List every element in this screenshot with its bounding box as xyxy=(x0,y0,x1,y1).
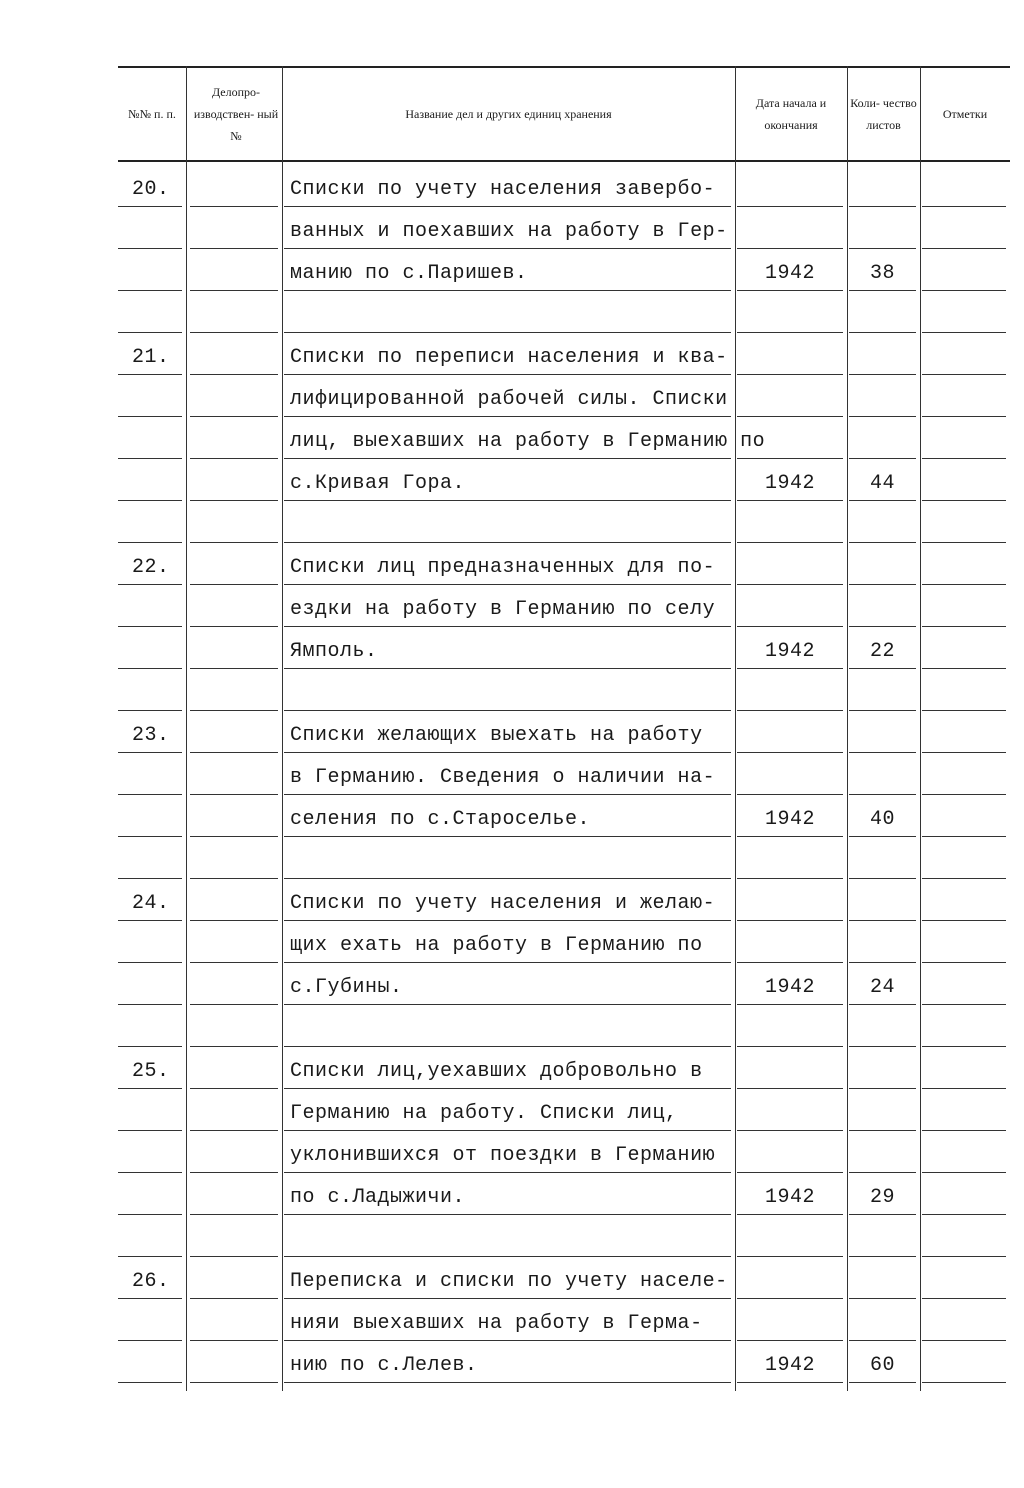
ruled-cell xyxy=(849,712,916,753)
entry-number: 21. xyxy=(132,346,170,369)
ruled-cell xyxy=(190,1216,278,1257)
ruled-cell xyxy=(190,1048,278,1089)
ruled-cell xyxy=(284,292,731,333)
ruled-cell xyxy=(118,376,182,417)
ruled-cell xyxy=(118,250,182,291)
ruled-cell xyxy=(284,1006,731,1047)
ruled-cell xyxy=(922,460,1006,501)
ruled-cell xyxy=(737,544,843,585)
ruled-cell xyxy=(849,292,916,333)
entry-title-line: лиц, выехавших на работу в Германию по xyxy=(290,430,766,453)
entry-date: 1942 xyxy=(764,1354,815,1377)
table-row xyxy=(118,1258,1010,1299)
ruled-cell xyxy=(849,1132,916,1173)
ruled-cell xyxy=(849,1048,916,1089)
ruled-cell xyxy=(922,208,1006,249)
entry-title-line: Списки по учету населения и желаю- xyxy=(290,892,716,915)
ruled-cell xyxy=(190,964,278,1005)
header-office-number: Делопро- изводствен- ный № xyxy=(193,85,279,143)
entry-title-line: с.Губины. xyxy=(290,976,403,999)
table-row xyxy=(118,1342,1010,1383)
ruled-cell xyxy=(190,250,278,291)
table-row xyxy=(118,1048,1010,1089)
entry-date: 1942 xyxy=(764,976,815,999)
ruled-cell xyxy=(849,544,916,585)
ruled-cell xyxy=(922,1132,1006,1173)
entry-sheet-count: 29 xyxy=(869,1186,895,1209)
entry-title-line: ездки на работу в Германию по селу xyxy=(290,598,716,621)
blank-row xyxy=(118,1216,1010,1257)
entry-title-line: манию по с.Паришев. xyxy=(290,262,528,285)
entry-title-line: Списки лиц,уехавших добровольно в xyxy=(290,1060,703,1083)
ruled-cell xyxy=(118,1216,182,1257)
ruled-cell xyxy=(737,166,843,207)
ruled-cell xyxy=(849,922,916,963)
entry-number: 25. xyxy=(132,1060,170,1083)
entry-title-line: селения по с.Староселье. xyxy=(290,808,591,831)
ruled-cell xyxy=(118,922,182,963)
ruled-cell xyxy=(284,670,731,711)
ruled-cell xyxy=(118,1174,182,1215)
ruled-cell xyxy=(849,754,916,795)
header-dates: Дата начала и окончания xyxy=(755,96,827,132)
ruled-cell xyxy=(737,838,843,879)
entry-sheet-count: 24 xyxy=(869,976,895,999)
ruled-cell xyxy=(849,334,916,375)
ruled-cell xyxy=(737,1216,843,1257)
table-row xyxy=(118,334,1010,375)
ruled-cell xyxy=(737,586,843,627)
ruled-cell xyxy=(849,880,916,921)
entry-number: 23. xyxy=(132,724,170,747)
ruled-cell xyxy=(118,796,182,837)
table-row xyxy=(118,586,1010,627)
blank-row xyxy=(118,670,1010,711)
ruled-cell xyxy=(922,250,1006,291)
ruled-cell xyxy=(737,880,843,921)
ruled-cell xyxy=(922,922,1006,963)
entry-date: 1942 xyxy=(764,808,815,831)
ruled-cell xyxy=(118,964,182,1005)
table-row xyxy=(118,922,1010,963)
ruled-cell xyxy=(118,502,182,543)
ruled-cell xyxy=(190,1300,278,1341)
ruled-cell xyxy=(922,670,1006,711)
entry-title-line: Списки по учету населения завербо- xyxy=(290,178,716,201)
ruled-cell xyxy=(118,1342,182,1383)
ruled-cell xyxy=(922,1300,1006,1341)
entry-title-line: в Германию. Сведения о наличии на- xyxy=(290,766,716,789)
ruled-cell xyxy=(922,586,1006,627)
ruled-cell xyxy=(737,1048,843,1089)
ruled-cell xyxy=(849,1216,916,1257)
entry-title-line: лифицированной рабочей силы. Списки xyxy=(290,388,728,411)
ruled-cell xyxy=(737,1006,843,1047)
entry-title-line: Переписка и списки по учету населе- xyxy=(290,1270,728,1293)
ruled-cell xyxy=(737,502,843,543)
entry-sheet-count: 38 xyxy=(869,262,895,285)
table-row xyxy=(118,712,1010,753)
ruled-cell xyxy=(922,712,1006,753)
ruled-cell xyxy=(849,502,916,543)
ruled-cell xyxy=(922,838,1006,879)
ruled-cell xyxy=(190,544,278,585)
ruled-cell xyxy=(922,1090,1006,1131)
table-row xyxy=(118,166,1010,207)
ruled-cell xyxy=(190,712,278,753)
header-number: №№ п. п. xyxy=(128,107,176,121)
entry-date: 1942 xyxy=(764,640,815,663)
entry-title-line: ванных и поехавших на работу в Гер- xyxy=(290,220,728,243)
ruled-cell xyxy=(737,670,843,711)
ruled-cell xyxy=(190,1342,278,1383)
ruled-cell xyxy=(737,1300,843,1341)
table-row xyxy=(118,1174,1010,1215)
ruled-cell xyxy=(118,670,182,711)
ruled-cell xyxy=(190,376,278,417)
ruled-cell xyxy=(922,376,1006,417)
ruled-cell xyxy=(190,922,278,963)
ruled-cell xyxy=(849,376,916,417)
entry-title-line: по с.Ладыжичи. xyxy=(290,1186,466,1209)
ruled-cell xyxy=(190,208,278,249)
entry-title-line: щих ехать на работу в Германию по xyxy=(290,934,703,957)
table-row xyxy=(118,754,1010,795)
ruled-cell xyxy=(118,208,182,249)
header-notes: Отметки xyxy=(942,107,988,121)
ruled-cell xyxy=(190,586,278,627)
entry-title-line: Списки желающих выехать на работу xyxy=(290,724,703,747)
ruled-cell xyxy=(922,502,1006,543)
entry-sheet-count: 22 xyxy=(869,640,895,663)
ruled-cell xyxy=(737,922,843,963)
ruled-cell xyxy=(190,1258,278,1299)
ruled-cell xyxy=(737,754,843,795)
ruled-cell xyxy=(922,166,1006,207)
ruled-cell xyxy=(737,334,843,375)
entry-title-line: Германию на работу. Списки лиц, xyxy=(290,1102,678,1125)
ruled-cell xyxy=(118,586,182,627)
entry-date: 1942 xyxy=(764,262,815,285)
ruled-cell xyxy=(190,754,278,795)
ruled-cell xyxy=(284,502,731,543)
header-title: Название дел и других единиц хранения xyxy=(405,107,612,121)
ruled-cell xyxy=(922,628,1006,669)
blank-row xyxy=(118,502,1010,543)
ruled-cell xyxy=(737,1090,843,1131)
entry-sheet-count: 60 xyxy=(869,1354,895,1377)
entry-date: 1942 xyxy=(764,472,815,495)
ruled-cell xyxy=(922,1216,1006,1257)
ruled-cell xyxy=(737,712,843,753)
ruled-cell xyxy=(922,1258,1006,1299)
ruled-cell xyxy=(737,292,843,333)
entry-title-line: Ямполь. xyxy=(290,640,378,663)
entry-title-line: уклонившихся от поездки в Германию xyxy=(290,1144,716,1167)
ruled-cell xyxy=(922,334,1006,375)
ruled-cell xyxy=(190,292,278,333)
ruled-cell xyxy=(118,1006,182,1047)
ruled-cell xyxy=(118,418,182,459)
table-row xyxy=(118,1090,1010,1131)
ruled-cell xyxy=(190,670,278,711)
entry-number: 20. xyxy=(132,178,170,201)
ruled-cell xyxy=(849,1006,916,1047)
ruled-cell xyxy=(118,292,182,333)
ruled-cell xyxy=(190,334,278,375)
ruled-cell xyxy=(922,292,1006,333)
ruled-cell xyxy=(284,838,731,879)
ruled-cell xyxy=(922,964,1006,1005)
entry-title-line: с.Кривая Гора. xyxy=(290,472,466,495)
table-row xyxy=(118,964,1010,1005)
ruled-cell xyxy=(190,460,278,501)
ruled-cell xyxy=(849,586,916,627)
entry-title-line: Списки лиц предназначенных для по- xyxy=(290,556,716,579)
entry-title-line: Списки по переписи населения и ква- xyxy=(290,346,728,369)
ruled-cell xyxy=(922,418,1006,459)
table-row xyxy=(118,1300,1010,1341)
ruled-cell xyxy=(849,208,916,249)
ruled-cell xyxy=(190,796,278,837)
ruled-cell xyxy=(190,628,278,669)
ruled-cell xyxy=(190,1132,278,1173)
table-row xyxy=(118,796,1010,837)
ruled-cell xyxy=(922,1048,1006,1089)
ruled-cell xyxy=(190,502,278,543)
entry-number: 22. xyxy=(132,556,170,579)
ruled-cell xyxy=(849,670,916,711)
ruled-cell xyxy=(190,1090,278,1131)
entry-title-line: нию по с.Лелев. xyxy=(290,1354,478,1377)
entry-number: 24. xyxy=(132,892,170,915)
entry-title-line: нияи выехавших на работу в Герма- xyxy=(290,1312,703,1335)
ruled-cell xyxy=(849,418,916,459)
table-row xyxy=(118,376,1010,417)
blank-row xyxy=(118,1006,1010,1047)
table-header xyxy=(118,66,1010,162)
table-row xyxy=(118,1132,1010,1173)
ruled-cell xyxy=(737,1132,843,1173)
table-row xyxy=(118,250,1010,291)
ruled-cell xyxy=(118,838,182,879)
blank-row xyxy=(118,292,1010,333)
ruled-cell xyxy=(190,1174,278,1215)
ruled-cell xyxy=(190,838,278,879)
ruled-cell xyxy=(849,166,916,207)
entry-number: 26. xyxy=(132,1270,170,1293)
blank-row xyxy=(118,838,1010,879)
ruled-cell xyxy=(284,1216,731,1257)
table-row xyxy=(118,460,1010,501)
ruled-cell xyxy=(118,1132,182,1173)
table-row xyxy=(118,418,1010,459)
ruled-cell xyxy=(737,376,843,417)
entry-date: 1942 xyxy=(764,1186,815,1209)
ruled-cell xyxy=(849,838,916,879)
ruled-cell xyxy=(190,1006,278,1047)
ruled-cell xyxy=(849,1258,916,1299)
ruled-cell xyxy=(922,1174,1006,1215)
ruled-cell xyxy=(737,1258,843,1299)
ruled-cell xyxy=(190,166,278,207)
ruled-cell xyxy=(118,1090,182,1131)
ruled-cell xyxy=(922,880,1006,921)
ruled-cell xyxy=(922,1342,1006,1383)
table-row xyxy=(118,628,1010,669)
ruled-cell xyxy=(118,754,182,795)
ruled-cell xyxy=(118,628,182,669)
ruled-cell xyxy=(190,418,278,459)
table-row xyxy=(118,208,1010,249)
ruled-cell xyxy=(118,460,182,501)
ruled-cell xyxy=(118,1300,182,1341)
ruled-cell xyxy=(922,544,1006,585)
ruled-cell xyxy=(737,208,843,249)
header-sheet-count: Коли- чество листов xyxy=(850,96,917,132)
entry-sheet-count: 40 xyxy=(869,808,895,831)
ruled-cell xyxy=(922,1006,1006,1047)
ruled-cell xyxy=(849,1090,916,1131)
ruled-cell xyxy=(922,754,1006,795)
ruled-cell xyxy=(849,1300,916,1341)
table-row xyxy=(118,544,1010,585)
entry-sheet-count: 44 xyxy=(869,472,895,495)
ruled-cell xyxy=(190,880,278,921)
table-row xyxy=(118,880,1010,921)
ruled-cell xyxy=(922,796,1006,837)
